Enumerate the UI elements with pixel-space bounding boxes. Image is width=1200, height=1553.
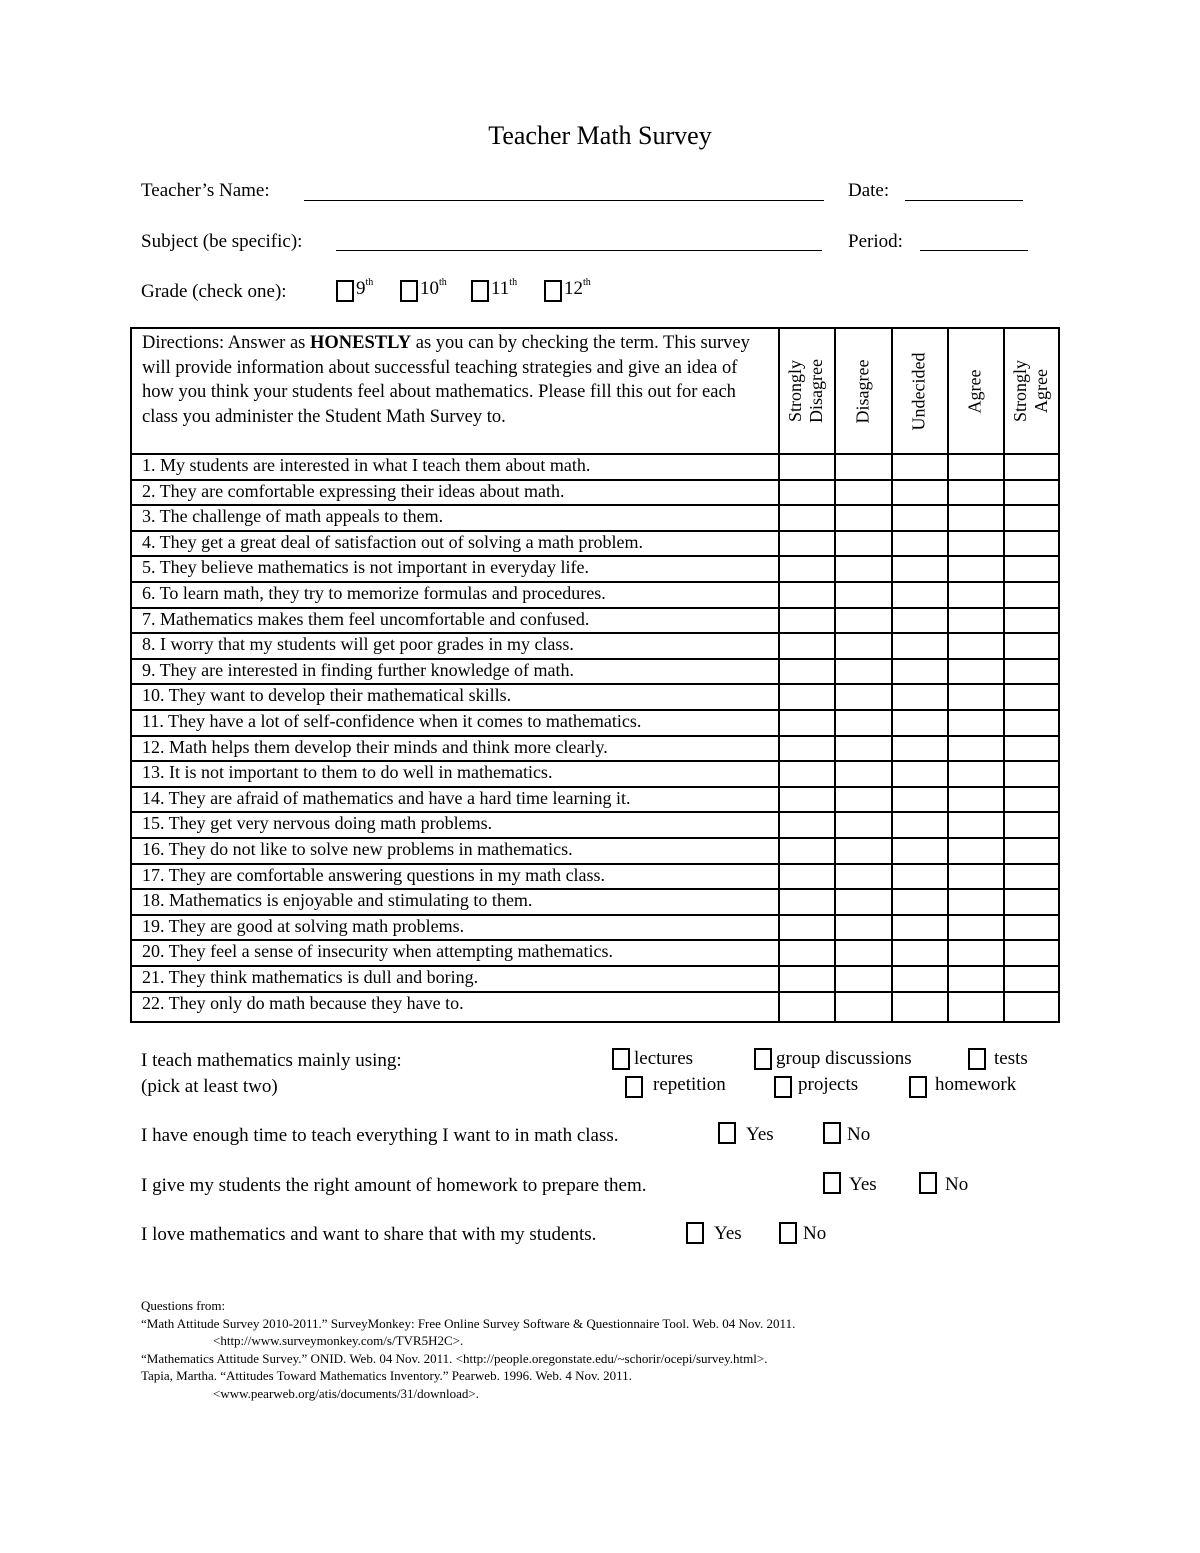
references [141,1297,795,1402]
reference-line: <www.pearweb.org/atis/documents/31/download>. [213,1385,479,1401]
rating-cell[interactable] [780,609,834,633]
rating-cell[interactable] [1005,967,1058,991]
rating-cell[interactable] [836,865,891,889]
grade-checkbox[interactable] [471,280,489,302]
rating-cell[interactable] [893,634,947,658]
question-text: 13. It is not important to them to do well in mathematics. [142,762,553,783]
yes-label: Yes [849,1174,877,1195]
rating-cell[interactable] [893,890,947,914]
question-text: 18. Mathematics is enjoyable and stimulating to them. [142,890,533,911]
method-label: group discussions [776,1048,912,1069]
rating-cell[interactable] [780,813,834,837]
method-checkbox[interactable] [612,1048,630,1070]
rating-cell[interactable] [1005,660,1058,684]
rating-cell[interactable] [836,788,891,812]
rating-cell[interactable] [893,737,947,761]
rating-cell[interactable] [949,711,1003,735]
grade-number: 10 [420,278,439,299]
scale-header-label [785,359,827,423]
rating-cell[interactable] [949,455,1003,479]
teacher-name-label: Teacher’s Name: [141,180,270,201]
date-field[interactable] [905,200,1023,201]
question-text: 7. Mathematics makes them feel uncomfortable and confused. [142,608,590,629]
rating-cell[interactable] [1005,762,1058,786]
question-text: 9. They are interested in finding further knowledge of math. [142,659,575,680]
rating-cell[interactable] [780,967,834,991]
method-checkbox[interactable] [909,1076,927,1098]
rating-cell[interactable] [893,916,947,940]
no-checkbox[interactable] [823,1122,841,1144]
rating-cell[interactable] [1005,890,1058,914]
method-label: tests [994,1048,1028,1069]
directions-text [142,331,772,429]
rating-cell[interactable] [836,583,891,607]
scale-header [834,329,891,453]
references-heading: Questions from: [141,1298,226,1313]
rating-cell[interactable] [836,737,891,761]
question-text: 6. To learn math, they try to memorize formulas and procedures. [142,583,606,603]
rating-cell[interactable] [949,813,1003,837]
rating-cell[interactable] [949,865,1003,889]
rating-cell[interactable] [836,634,891,658]
method-checkbox[interactable] [968,1048,986,1070]
scale-header-label [909,352,930,430]
rating-cell[interactable] [836,506,891,530]
rating-cell[interactable] [780,634,834,658]
no-label: No [803,1223,827,1244]
grade-suffix: th [583,276,591,288]
rating-cell[interactable] [949,993,1003,1017]
rating-cell[interactable] [949,557,1003,581]
question-text: 21. They think mathematics is dull and boring. [142,967,479,987]
date-label: Date: [848,180,890,201]
question-text: 20. They feel a sense of insecurity when attempting mathematics. [142,941,614,962]
scale-header-line: Strongly [1009,359,1030,423]
rating-cell[interactable] [1005,532,1058,556]
rating-cell[interactable] [836,813,891,837]
question-text: 15. They get very nervous doing math problems. [142,813,493,834]
method-checkbox[interactable] [754,1048,772,1070]
no-label: No [945,1174,969,1195]
yes-label: Yes [746,1124,774,1145]
rating-cell[interactable] [949,685,1003,709]
question-text: 5. They believe mathematics is not important in everyday life. [142,557,590,578]
period-field[interactable] [920,250,1028,251]
grade-suffix: th [509,276,518,288]
page-title: Teacher Math Survey [488,121,712,150]
method-checkbox[interactable] [774,1076,792,1098]
directions-suffix: as you can by checking the term. This survey will provide information about successful teaching strategies and give an idea of how you think your students feel about mathematics. Please fill this out for each class you administer the Student Math Survey to. [142,333,750,427]
scale-header-line: Strongly [785,360,805,423]
rating-cell[interactable] [949,583,1003,607]
grade-label: Grade (check one): [141,281,287,302]
scale-header-line: Undecided [908,352,929,430]
rating-cell[interactable] [1005,557,1058,581]
period-label: Period: [848,231,903,252]
rating-cell[interactable] [949,506,1003,530]
rating-cell[interactable] [893,865,947,889]
rating-cell[interactable] [780,685,834,709]
rating-cell[interactable] [949,941,1003,965]
method-label: projects [798,1074,859,1095]
question-text: 3. The challenge of math appeals to them. [142,506,444,527]
scale-header-line: Disagree [806,359,826,423]
rating-cell[interactable] [893,660,947,684]
homework-question: I give my students the right amount of homework to prepare them. [141,1175,647,1196]
rating-cell[interactable] [893,481,947,505]
rating-cell[interactable] [949,916,1003,940]
question-text: 12. Math helps them develop their minds and think more clearly. [142,736,608,757]
rating-cell[interactable] [836,455,891,479]
rating-cell[interactable] [836,941,891,965]
rating-cell[interactable] [1005,685,1058,709]
rating-cell[interactable] [949,481,1003,505]
rating-cell[interactable] [893,711,947,735]
rating-cell[interactable] [949,737,1003,761]
question-text: 11. They have a lot of self-confidence when it comes to mathematics. [142,711,642,731]
rating-cell[interactable] [836,916,891,940]
rating-cell[interactable] [1005,788,1058,812]
rating-cell[interactable] [780,839,834,863]
grade-suffix: th [365,276,374,288]
reference-line: Tapia, Martha. “Attitudes Toward Mathematics Inventory.” Pearweb. 1996. Web. 4 Nov. 2011. [141,1368,632,1383]
rating-cell[interactable] [836,711,891,735]
scale-header-line: Agree [964,369,985,413]
rating-cell[interactable] [836,685,891,709]
rating-cell[interactable] [836,609,891,633]
grade-number: 11 [491,278,510,299]
rating-cell[interactable] [780,711,834,735]
rating-cell[interactable] [780,916,834,940]
grade-number: 9 [356,278,366,299]
no-checkbox[interactable] [919,1172,937,1194]
rating-cell[interactable] [780,993,834,1017]
question-text: 14. They are afraid of mathematics and have a hard time learning it. [142,787,631,808]
rating-cell[interactable] [893,839,947,863]
rating-cell[interactable] [893,685,947,709]
scale-header-line: Disagree [852,359,872,423]
method-label: homework [935,1074,1017,1095]
time-question: I have enough time to teach everything I want to in math class. [141,1125,619,1146]
methods-sublabel: (pick at least two) [141,1076,278,1097]
rating-cell[interactable] [893,506,947,530]
question-text: 4. They get a great deal of satisfaction out of solving a math problem. [142,531,644,552]
question-text: 22. They only do math because they have to. [142,992,464,1013]
scale-header [778,329,834,453]
scale-header-label [852,359,873,423]
rating-cell[interactable] [893,762,947,786]
rating-cell[interactable] [1005,993,1058,1017]
rating-cell[interactable] [836,967,891,991]
rating-cell[interactable] [949,788,1003,812]
rating-cell[interactable] [949,762,1003,786]
scale-header-label [964,369,985,413]
rating-cell[interactable] [949,890,1003,914]
rating-cell[interactable] [893,455,947,479]
yes-checkbox[interactable] [718,1122,736,1144]
subject-field[interactable] [336,250,822,251]
rating-cell[interactable] [780,557,834,581]
question-text: 10. They want to develop their mathematical skills. [142,685,512,706]
rating-cell[interactable] [780,737,834,761]
rating-cell[interactable] [1005,839,1058,863]
rating-cell[interactable] [780,455,834,479]
rating-cell[interactable] [893,532,947,556]
yes-checkbox[interactable] [686,1222,704,1244]
rating-cell[interactable] [836,993,891,1017]
question-text: 19. They are good at solving math problems. [142,915,465,936]
rating-cell[interactable] [1005,711,1058,735]
rating-cell[interactable] [1005,813,1058,837]
rating-cell[interactable] [949,634,1003,658]
no-checkbox[interactable] [779,1222,797,1244]
question-text: 16. They do not like to solve new problems in mathematics. [142,839,573,859]
rating-cell[interactable] [949,967,1003,991]
rating-cell[interactable] [893,967,947,991]
reference-line: <http://www.surveymonkey.com/s/TVR5H2C>. [213,1333,464,1348]
rating-cell[interactable] [836,890,891,914]
rating-cell[interactable] [1005,941,1058,965]
scale-header [947,329,1003,453]
rating-cell[interactable] [780,481,834,505]
rating-cell[interactable] [1005,865,1058,889]
survey-table [130,327,1060,1023]
rating-cell[interactable] [893,993,947,1017]
method-checkbox[interactable] [625,1076,643,1098]
rating-cell[interactable] [949,609,1003,633]
rating-cell[interactable] [893,941,947,965]
rating-cell[interactable] [949,660,1003,684]
rating-cell[interactable] [836,762,891,786]
rating-cell[interactable] [780,506,834,530]
rating-cell[interactable] [780,660,834,684]
rating-cell[interactable] [836,839,891,863]
methods-label: I teach mathematics mainly using: [141,1050,402,1071]
method-label: lectures [634,1048,694,1069]
rating-cell[interactable] [780,583,834,607]
subject-label: Subject (be specific): [141,231,303,252]
scale-header [1003,329,1058,453]
grade-number: 12 [564,278,583,299]
yes-label: Yes [714,1223,742,1244]
rating-cell[interactable] [893,788,947,812]
teacher-name-field[interactable] [304,200,824,201]
rating-cell[interactable] [836,532,891,556]
rating-cell[interactable] [780,532,834,556]
rating-cell[interactable] [1005,737,1058,761]
rating-cell[interactable] [836,481,891,505]
rating-cell[interactable] [1005,506,1058,530]
rating-cell[interactable] [949,839,1003,863]
rating-cell[interactable] [893,609,947,633]
method-label: repetition [653,1074,726,1095]
scale-header-label [1010,360,1052,422]
rating-cell[interactable] [1005,609,1058,633]
rating-cell[interactable] [893,557,947,581]
yes-checkbox[interactable] [823,1172,841,1194]
rating-cell[interactable] [780,762,834,786]
rating-cell[interactable] [780,941,834,965]
no-label: No [847,1124,871,1145]
grade-suffix: th [439,276,447,288]
reference-line: “Math Attitude Survey 2010-2011.” SurveyMonkey: Free Online Survey Software & Questionnaire Tool. Web. 04 Nov. 2011. [141,1315,796,1331]
rating-cell[interactable] [836,660,891,684]
rating-cell[interactable] [780,865,834,889]
question-text: 17. They are comfortable answering questions in my math class. [142,864,606,885]
rating-cell[interactable] [893,813,947,837]
question-text: 8. I worry that my students will get poor grades in my class. [142,634,574,655]
rating-cell[interactable] [1005,583,1058,607]
rating-cell[interactable] [893,583,947,607]
scale-header [891,329,947,453]
rating-cell[interactable] [1005,916,1058,940]
question-text: 1. My students are interested in what I teach them about math. [142,455,591,475]
love-question: I love mathematics and want to share that with my students. [141,1224,597,1245]
rating-cell[interactable] [1005,634,1058,658]
question-text: 2. They are comfortable expressing their ideas about math. [142,480,565,501]
directions-emphasis: HONESTLY [310,333,412,353]
grade-checkbox[interactable] [336,280,354,302]
rating-cell[interactable] [836,557,891,581]
rating-cell[interactable] [949,532,1003,556]
grade-checkbox[interactable] [544,280,562,302]
grade-checkbox[interactable] [400,280,418,302]
rating-cell[interactable] [780,890,834,914]
rating-cell[interactable] [1005,481,1058,505]
reference-line: “Mathematics Attitude Survey.” ONID. Web. 04 Nov. 2011. <http://people.oregonstate.edu/~schorir/ocepi/survey.html>. [141,1350,768,1366]
directions-prefix: Directions: Answer as [142,333,311,353]
rating-cell[interactable] [780,788,834,812]
scale-header-line: Agree [1030,369,1051,413]
rating-cell[interactable] [1005,455,1058,479]
